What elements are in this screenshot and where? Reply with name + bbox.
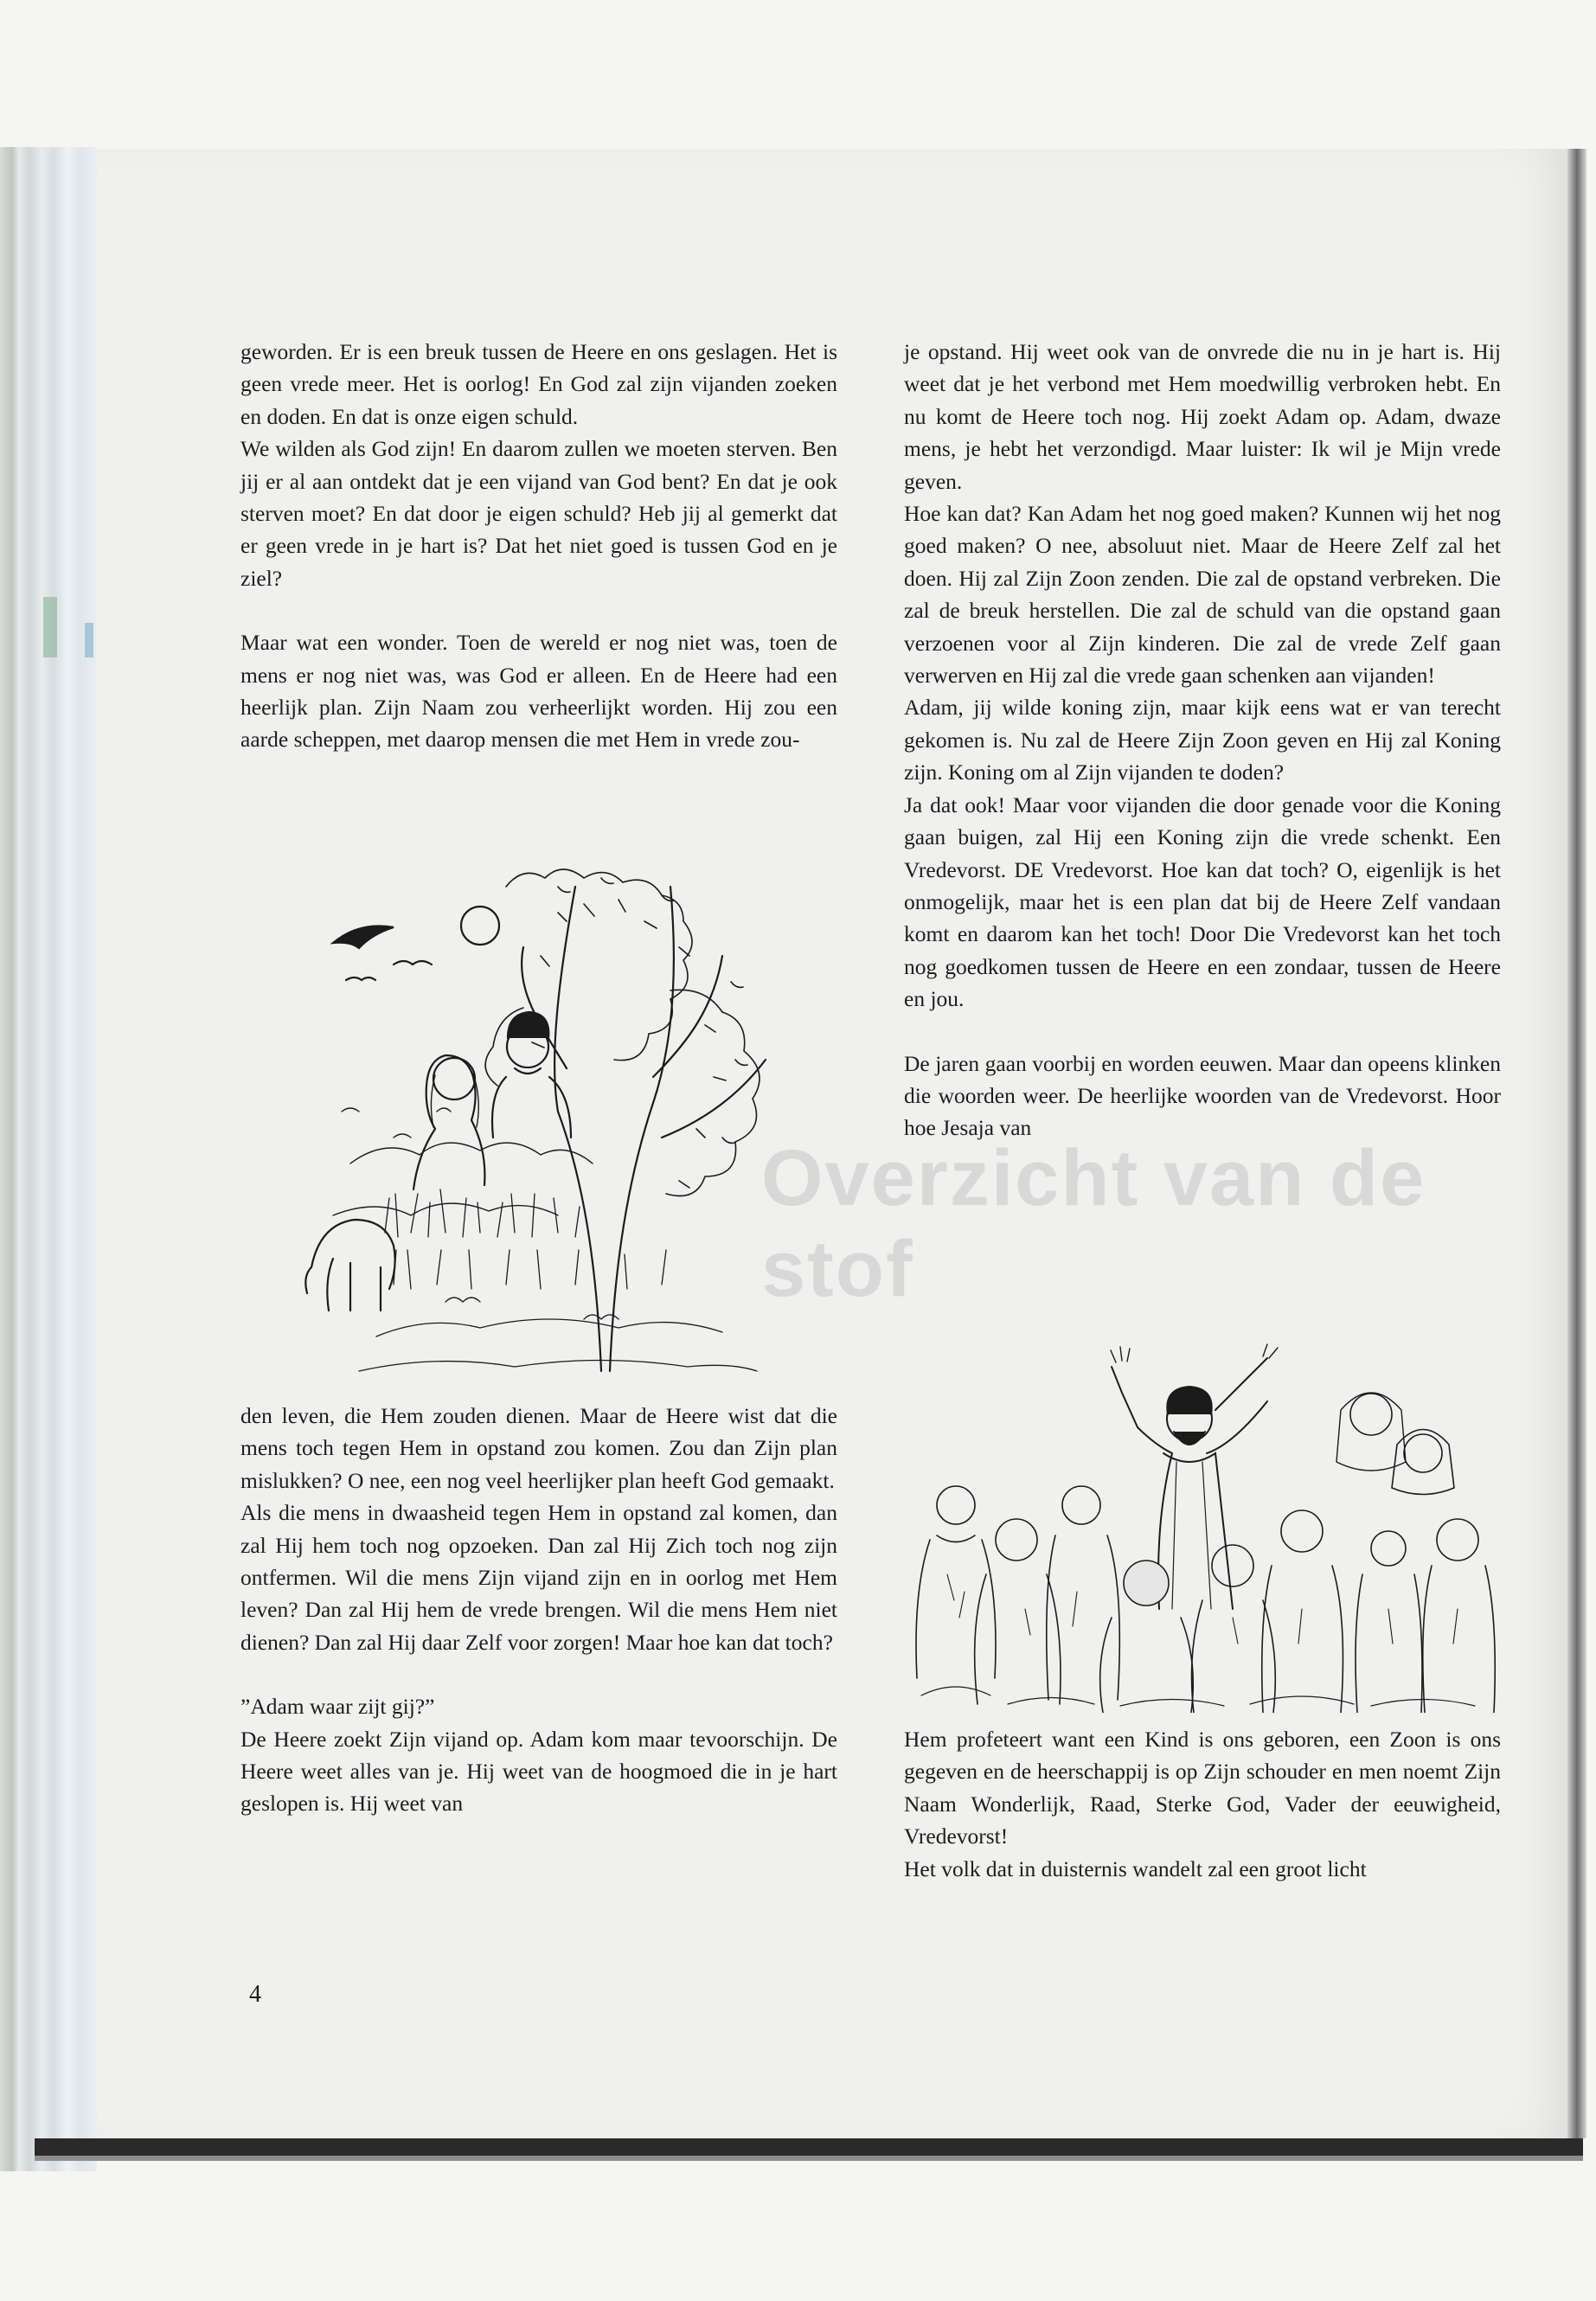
book-page-edges <box>0 147 97 2171</box>
scan-bottom-edge <box>35 2138 1583 2156</box>
paragraph: Het volk dat in duisternis wandelt zal een groot licht <box>904 1856 1367 1881</box>
paragraph: Hoe kan dat? Kan Adam het nog goed maken? Kunnen wij het nog goed maken? O nee, absoluut niet. Maar de Heere Zelf zal het doen. Hij zal Zijn Zoon zenden. Die zal de opstand verbreken. Die zal de breuk herstellen. Die zal de schuld van die opstand gaan verzoenen voor al Zijn kinderen. Die zal de vrede Zelf gaan verwerven en Hij zal die vrede gaan schenken aan vijanden! <box>904 501 1501 689</box>
bird-icon <box>333 926 394 948</box>
paragraph: De Heere zoekt Zijn vijand op. Adam kom maar tevoorschijn. De Heere weet alles van je. Hij weet van de hoogmoed die in je hart geslopen is. Hij weet van <box>240 1726 837 1817</box>
paragraph: je opstand. Hij weet ook van de onvrede die nu in je hart is. Hij weet dat je het verbond met Hem moedwillig verbroken hebt. En nu komt de Heere toch nog. Hij zoekt Adam op. Adam, dwaze mens, je hebt het verzondigd. Maar luister: Ik wil je Mijn vrede geven. <box>904 339 1501 494</box>
page-tab-marker <box>43 597 57 657</box>
paragraph: We wilden als God zijn! En daarom zullen we moeten sterven. Ben jij er al aan ontdekt dat je een vijand van God bent? En dat je ook sterven moet? En dat door je eigen schuld? Heb jij al gemerkt dat er geen vrede in je hart is? Dat het niet goed is tussen God en je ziel? <box>240 436 837 591</box>
page-tab-marker <box>85 623 93 657</box>
right-column-top-text <box>904 336 1501 1144</box>
paragraph: den leven, die Hem zouden dienen. Maar de Heere wist dat die mens toch tegen Hem in opstand zou komen. Zou dan Zijn plan mislukken? O nee, een nog veel heerlijker plan heeft God gemaakt. <box>240 1403 837 1493</box>
paragraph: geworden. Er is een breuk tussen de Heere en ons geslagen. Het is geen vrede meer. Het is oorlog! En God zal zijn vijanden zoeken en doden. En dat is onze eigen schuld. <box>240 339 837 429</box>
moon-icon <box>461 907 499 945</box>
bleed-through-heading: Overzicht van de stof <box>761 1134 1426 1313</box>
paragraph: Hem profeteert want een Kind is ons geboren, een Zoon is ons gegeven en de heerschappij is op Zijn schouder en men noemt Zijn Naam Wonderlijk, Raad, Sterke God, Vader der eeuwigheid, Vredevorst! <box>904 1727 1501 1849</box>
page-number: 4 <box>249 1981 261 2008</box>
right-column-bottom-text <box>904 1723 1501 1885</box>
scan-bottom-edge <box>35 2156 1583 2161</box>
bird-icon <box>346 977 375 980</box>
paragraph: Adam, jij wilde koning zijn, maar kijk eens wat er van terecht gekomen is. Nu zal de Heere Zijn Zoon geven en Hij zal Koning zijn. Koning om al Zijn vijanden te doden? <box>904 695 1501 785</box>
bird-icon <box>394 961 432 965</box>
left-column-bottom-text <box>240 1400 837 1820</box>
paragraph: Als die mens in dwaasheid tegen Hem in opstand zal komen, dan zal Hij hem toch nog opzoeken. Dan zal Hij Zich toch nog zijn ontfermen. Wil die mens Zijn vijand zijn en in oorlog met Hem leven? Dan zal Hij hem de vrede brengen. Wil die mens Hem niet dienen? Dan zal Hij daar Zelf voor zorgen! Maar hoe kan dat toch? <box>240 1500 837 1655</box>
adam-and-eve-illustration <box>298 852 792 1380</box>
paragraph: De jaren gaan voorbij en worden eeuwen. Maar dan opeens klinken die woorden weer. De heerlijke woorden van de Vredevorst. Hoor hoe Jesaja van <box>904 1050 1501 1141</box>
prophet-preaching-illustration <box>904 1332 1505 1713</box>
paragraph: Maar wat een wonder. Toen de wereld er nog niet was, toen de mens er nog niet was, was God er alleen. En de Heere had een heerlijk plan. Zijn Naam zou verheerlijkt worden. Hij zou een aarde scheppen, met daarop mensen die met Hem in vrede zou- <box>240 630 837 753</box>
left-column-top-text <box>240 336 837 756</box>
paragraph: Ja dat ook! Maar voor vijanden die door genade voor die Koning gaan buigen, zal Hij een Koning zijn die vrede schenkt. Een Vredevorst. DE Vredevorst. Hoe kan dat toch? O, eigenlijk is het onmogelijk, maar het is een plan dat bij de Heere Zelf vandaan komt en daarom kan het toch! Door Die Vredevorst kan het toch nog goedkomen tussen de Heere en een zondaar, tussen de Heere en jou. <box>904 792 1501 1012</box>
quote: ”Adam waar zijt gij?” <box>240 1694 435 1720</box>
